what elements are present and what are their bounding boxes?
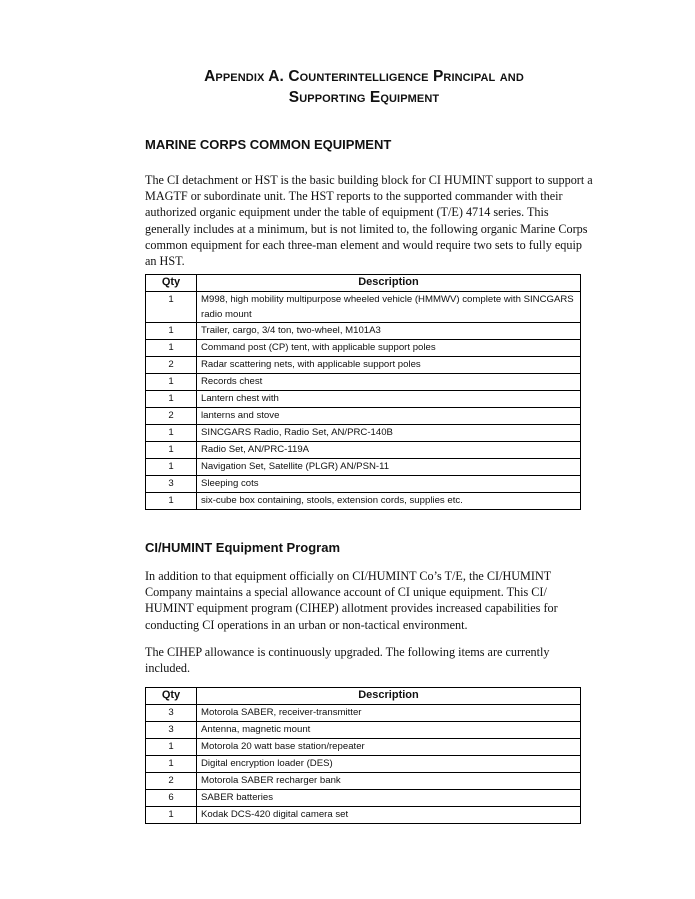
- table-row: [146, 739, 581, 756]
- table-row: [146, 340, 581, 357]
- description-cell: Records chest: [197, 374, 581, 391]
- qty-cell: 1: [146, 374, 197, 391]
- qty-column-header: Qty: [146, 275, 197, 292]
- description-cell: Motorola SABER recharger bank: [197, 773, 581, 790]
- description-cell: six-cube box containing, stools, extension cords, supplies etc.: [197, 493, 581, 510]
- qty-cell: 2: [146, 357, 197, 374]
- description-cell: lanterns and stove: [197, 408, 581, 425]
- description-cell: Kodak DCS-420 digital camera set: [197, 807, 581, 824]
- description-cell: Lantern chest with: [197, 391, 581, 408]
- table-row: [146, 722, 581, 739]
- section1-paragraph: The CI detachment or HST is the basic building block for CI HUMINT support to support a MAGTF or subordinate unit. The HST reports to the supported commander with their authorized organic equipment under the table of equipment (T/E) 4714 series. This generally includes at a minimum, but is not limited to, the following organic Marine Corps common equipment for each three-man element and would require two sets to fully equip an HST.: [145, 173, 593, 269]
- table-row: [146, 323, 581, 340]
- appendix-title-line2: Supporting Equipment: [288, 89, 440, 106]
- cihep-equipment-table: [145, 687, 581, 824]
- qty-cell: 1: [146, 323, 197, 340]
- description-cell: Trailer, cargo, 3/4 ton, two-wheel, M101A3: [197, 323, 581, 340]
- table-row: [146, 391, 581, 408]
- qty-cell: 1: [146, 425, 197, 442]
- table-row: [146, 773, 581, 790]
- qty-cell: 6: [146, 790, 197, 807]
- table-header-row: [146, 688, 581, 705]
- description-cell: Navigation Set, Satellite (PLGR) AN/PSN-11: [197, 459, 581, 476]
- section-heading-common-equipment: MARINE CORPS COMMON EQUIPMENT: [145, 137, 392, 152]
- qty-cell: 1: [146, 493, 197, 510]
- qty-cell: 2: [146, 773, 197, 790]
- description-column-header: Description: [197, 275, 581, 292]
- table-header-row: [146, 275, 581, 292]
- description-cell: Antenna, magnetic mount: [197, 722, 581, 739]
- description-cell: Radar scattering nets, with applicable support poles: [197, 357, 581, 374]
- table-row: [146, 374, 581, 391]
- section2-paragraph1: In addition to that equipment officially on CI/HUMINT Co’s T/E, the CI/HUMINT Company maintains a special allowance account of CI unique equipment. This CI/ HUMINT equipment program (CIHEP) allotment provides increased capabilities for conducting CI operations in an urban or non-tactical environment.: [145, 569, 558, 632]
- qty-cell: 1: [146, 391, 197, 408]
- qty-cell: 1: [146, 756, 197, 773]
- description-cell: SABER batteries: [197, 790, 581, 807]
- table-row: [146, 790, 581, 807]
- table-row: [146, 476, 581, 493]
- description-cell: M998, high mobility multipurpose wheeled vehicle (HMMWV) complete with SINCGARS radio mount: [197, 292, 581, 323]
- qty-cell: 1: [146, 292, 197, 323]
- description-cell: Radio Set, AN/PRC-119A: [197, 442, 581, 459]
- appendix-title-line1: Appendix A. Counterintelligence Principal and: [204, 68, 524, 85]
- table-row: [146, 357, 581, 374]
- appendix-title: [100, 66, 628, 108]
- description-cell: Digital encryption loader (DES): [197, 756, 581, 773]
- description-cell: Motorola SABER, receiver-transmitter: [197, 705, 581, 722]
- section-heading-cihep: CI/HUMINT Equipment Program: [145, 540, 341, 555]
- description-column-header: Description: [197, 688, 581, 705]
- description-cell: Command post (CP) tent, with applicable support poles: [197, 340, 581, 357]
- table-row: [146, 807, 581, 824]
- qty-cell: 1: [146, 442, 197, 459]
- qty-cell: 1: [146, 459, 197, 476]
- table-row: [146, 292, 581, 323]
- table-row: [146, 459, 581, 476]
- table-row: [146, 425, 581, 442]
- table-row: [146, 442, 581, 459]
- description-cell: Motorola 20 watt base station/repeater: [197, 739, 581, 756]
- qty-cell: 3: [146, 722, 197, 739]
- description-cell: SINCGARS Radio, Radio Set, AN/PRC-140B: [197, 425, 581, 442]
- qty-cell: 1: [146, 340, 197, 357]
- qty-cell: 2: [146, 408, 197, 425]
- qty-cell: 3: [146, 476, 197, 493]
- qty-cell: 1: [146, 807, 197, 824]
- description-cell: Sleeping cots: [197, 476, 581, 493]
- section2-paragraph2: The CIHEP allowance is continuously upgraded. The following items are currently included.: [145, 645, 550, 676]
- table-row: [146, 705, 581, 722]
- qty-column-header: Qty: [146, 688, 197, 705]
- qty-cell: 3: [146, 705, 197, 722]
- common-equipment-table: [145, 274, 581, 510]
- qty-cell: 1: [146, 739, 197, 756]
- table-row: [146, 756, 581, 773]
- table-row: [146, 408, 581, 425]
- table-row: [146, 493, 581, 510]
